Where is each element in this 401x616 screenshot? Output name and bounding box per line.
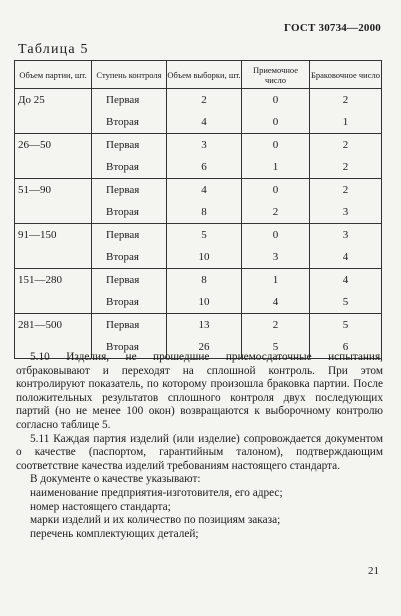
paragraph-5-11: 5.11 Каждая партия изделий (или изделие) сопровождается документом о качестве (паспортом, гарантийным талоном), подтверждающим соответствие качества изделий требованиям настоящего стандарта.: [16, 432, 383, 472]
list-item: перечень комплектующих деталей;: [30, 527, 199, 540]
sample-size-cell: 5: [167, 224, 242, 246]
stage-cell: Первая: [92, 89, 167, 111]
acceptance-number-cell: 4: [242, 290, 310, 314]
rejection-number-cell: 2: [310, 179, 382, 201]
acceptance-number-cell: 0: [242, 110, 310, 134]
list-item: марки изделий и их количество по позициям заказа;: [30, 514, 281, 527]
rejection-number-cell: 6: [310, 335, 382, 359]
table-row: [15, 179, 382, 201]
body-text: [16, 351, 383, 541]
stage-cell: Первая: [92, 224, 167, 246]
column-header: Приемочное число: [242, 61, 310, 89]
lot-size-cell: 51—90: [15, 179, 92, 224]
stage-cell: Вторая: [92, 110, 167, 134]
table-row: [15, 89, 382, 111]
table-row: [15, 134, 382, 156]
table-row: [15, 314, 382, 336]
list-item: номер настоящего стандарта;: [30, 500, 171, 513]
column-header: Ступень контроля: [92, 61, 167, 89]
acceptance-number-cell: 0: [242, 179, 310, 201]
lot-size-cell: 91—150: [15, 224, 92, 269]
acceptance-number-cell: 0: [242, 89, 310, 111]
sample-size-cell: 4: [167, 110, 242, 134]
page-number: 21: [368, 565, 379, 577]
sample-size-cell: 26: [167, 335, 242, 359]
table-title: Таблица 5: [18, 42, 89, 57]
sampling-table: [14, 60, 382, 359]
rejection-number-cell: 2: [310, 155, 382, 179]
rejection-number-cell: 2: [310, 89, 382, 111]
column-header: Объем выборки, шт.: [167, 61, 242, 89]
sample-size-cell: 8: [167, 269, 242, 291]
table-row: [15, 224, 382, 246]
acceptance-number-cell: 0: [242, 224, 310, 246]
stage-cell: Первая: [92, 314, 167, 336]
sample-size-cell: 8: [167, 200, 242, 224]
sample-size-cell: 6: [167, 155, 242, 179]
stage-cell: Первая: [92, 269, 167, 291]
rejection-number-cell: 2: [310, 134, 382, 156]
acceptance-number-cell: 1: [242, 155, 310, 179]
rejection-number-cell: 4: [310, 269, 382, 291]
stage-cell: Вторая: [92, 335, 167, 359]
lot-size-cell: 281—500: [15, 314, 92, 359]
acceptance-number-cell: 3: [242, 245, 310, 269]
sample-size-cell: 13: [167, 314, 242, 336]
stage-cell: Первая: [92, 134, 167, 156]
table-row: [15, 269, 382, 291]
acceptance-number-cell: 2: [242, 314, 310, 336]
acceptance-number-cell: 5: [242, 335, 310, 359]
rejection-number-cell: 5: [310, 314, 382, 336]
stage-cell: Вторая: [92, 245, 167, 269]
rejection-number-cell: 3: [310, 200, 382, 224]
rejection-number-cell: 3: [310, 224, 382, 246]
lot-size-cell: 151—280: [15, 269, 92, 314]
stage-cell: Вторая: [92, 155, 167, 179]
lot-size-cell: До 25: [15, 89, 92, 134]
column-header: Объем партии, шт.: [15, 61, 92, 89]
acceptance-number-cell: 1: [242, 269, 310, 291]
acceptance-number-cell: 0: [242, 134, 310, 156]
sample-size-cell: 10: [167, 245, 242, 269]
rejection-number-cell: 4: [310, 245, 382, 269]
sample-size-cell: 3: [167, 134, 242, 156]
rejection-number-cell: 1: [310, 110, 382, 134]
sample-size-cell: 4: [167, 179, 242, 201]
sample-size-cell: 10: [167, 290, 242, 314]
stage-cell: Вторая: [92, 200, 167, 224]
column-header: Браковочное число: [310, 61, 382, 89]
standard-header: ГОСТ 30734—2000: [284, 22, 381, 34]
rejection-number-cell: 5: [310, 290, 382, 314]
acceptance-number-cell: 2: [242, 200, 310, 224]
paragraph-intro: В документе о качестве указывают:: [30, 473, 201, 486]
lot-size-cell: 26—50: [15, 134, 92, 179]
table-header-row: [15, 61, 382, 89]
paragraph-5-10: 5.10 Изделия, не прошедшие приемосдаточные испытания, отбраковывают и переходят на сплошной контроль. При этом контролируют показатель, по которому произошла браковка партии. После положительных результатов сплошного контроля двух последующих партий (но не менее 100 окон) возвращаются к выборочному контролю согласно таблице 5.: [16, 351, 383, 431]
list-item: наименование предприятия-изготовителя, его адрес;: [30, 486, 283, 499]
stage-cell: Вторая: [92, 290, 167, 314]
stage-cell: Первая: [92, 179, 167, 201]
sample-size-cell: 2: [167, 89, 242, 111]
